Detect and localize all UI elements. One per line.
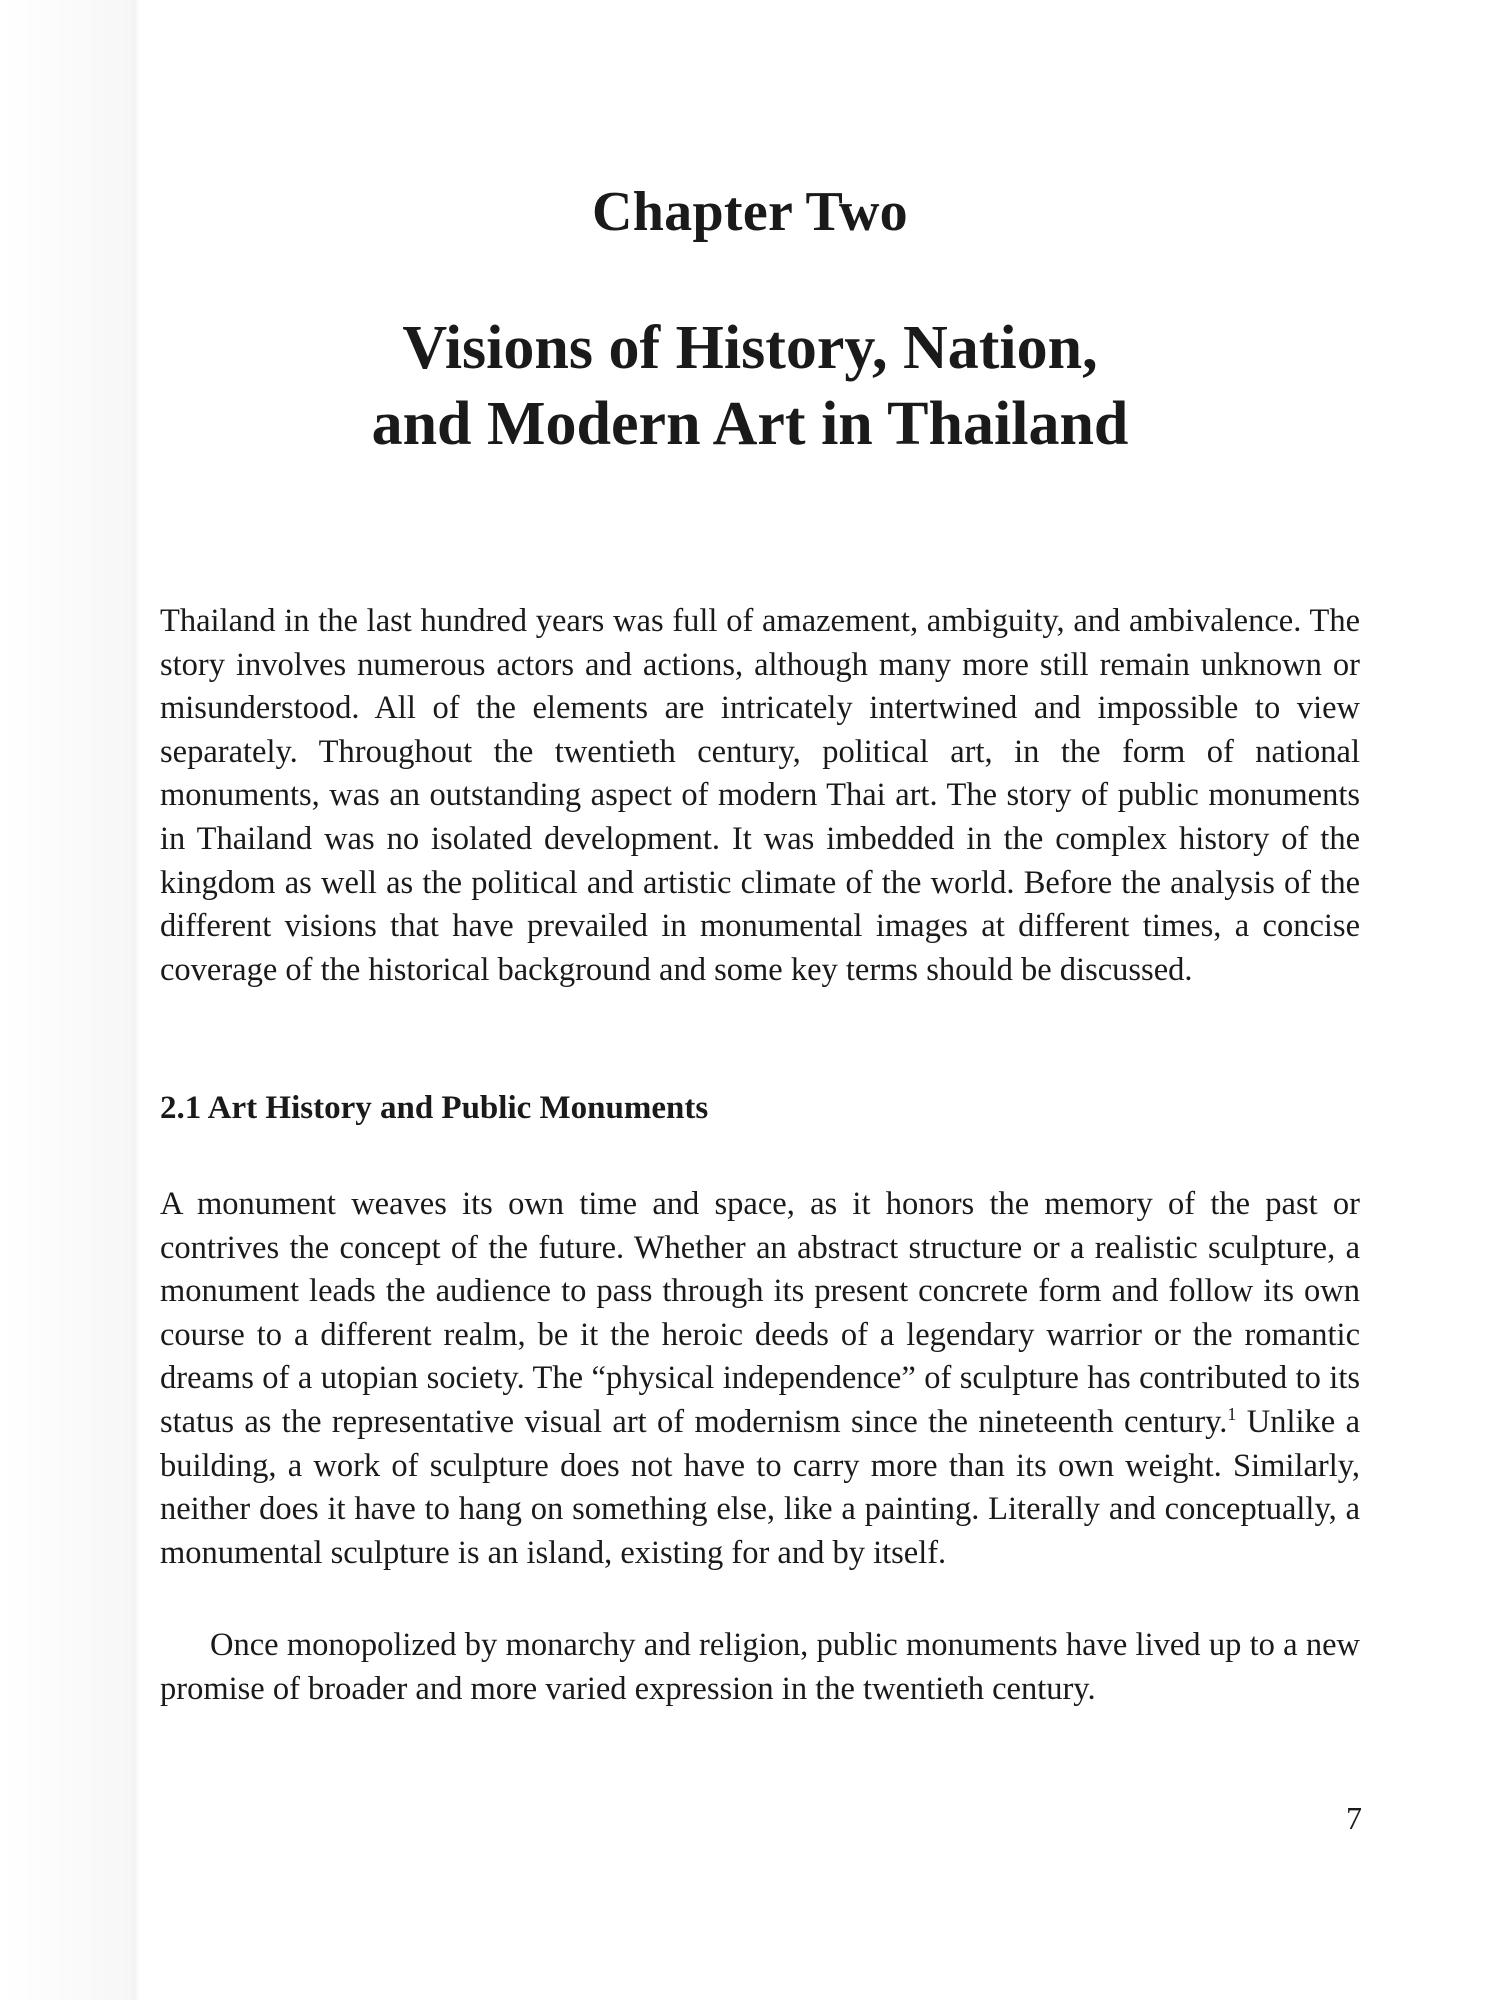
chapter-title-line-1: Visions of History, Nation,: [402, 314, 1098, 382]
section-paragraph-2: Once monopolized by monarchy and religion, public monuments have lived up to a new promise of broader and more varied expression in the twentieth century.: [160, 1627, 1360, 1707]
footnote-marker[interactable]: 1: [1227, 1404, 1237, 1425]
section-paragraph-1: [160, 1183, 1360, 1575]
section-paragraph-1-part-2: Unlike a building, a work of sculpture does not have to carry more than its own weight. Similarly, neither does it have to hang on something else, like a painting. Literally and conceptually, a monumental sculpture is an island, existing for and by itself.: [160, 1403, 1360, 1571]
page-number: 7: [1346, 1800, 1362, 1836]
chapter-title: [0, 310, 1500, 462]
chapter-title-line-2: and Modern Art in Thailand: [371, 390, 1129, 458]
page-gutter-shadow: [0, 0, 140, 2000]
intro-paragraph: Thailand in the last hundred years was full of amazement, ambiguity, and ambivalence. The story involves numerous actors and actions, although many more still remain unknown or misunderstood. All of the elements are intricately intertwined and impossible to view separately. Throughout the twentieth century, political art, in the form of national monuments, was an outstanding aspect of modern Thai art. The story of public monuments in Thailand was no isolated development. It was imbedded in the complex history of the kingdom as well as the political and artistic climate of the world. Before the analysis of the different visions that have prevailed in monumental images at different times, a concise coverage of the historical background and some key terms should be discussed.: [160, 603, 1360, 988]
section-paragraph-1-part-1: A monument weaves its own time and space, as it honors the memory of the past or contrives the concept of the future. Whether an abstract structure or a realistic sculpture, a monument leads the audience to pass through its present concrete form and follow its own course to a different realm, be it the heroic deeds of a legendary warrior or the romantic dreams of a utopian society. The “physical independence” of sculpture has contributed to its status as the representative visual art of modernism since the nineteenth century.: [160, 1186, 1360, 1440]
chapter-label: Chapter Two: [591, 181, 908, 243]
section-heading: 2.1 Art History and Public Monuments: [160, 1090, 709, 1126]
